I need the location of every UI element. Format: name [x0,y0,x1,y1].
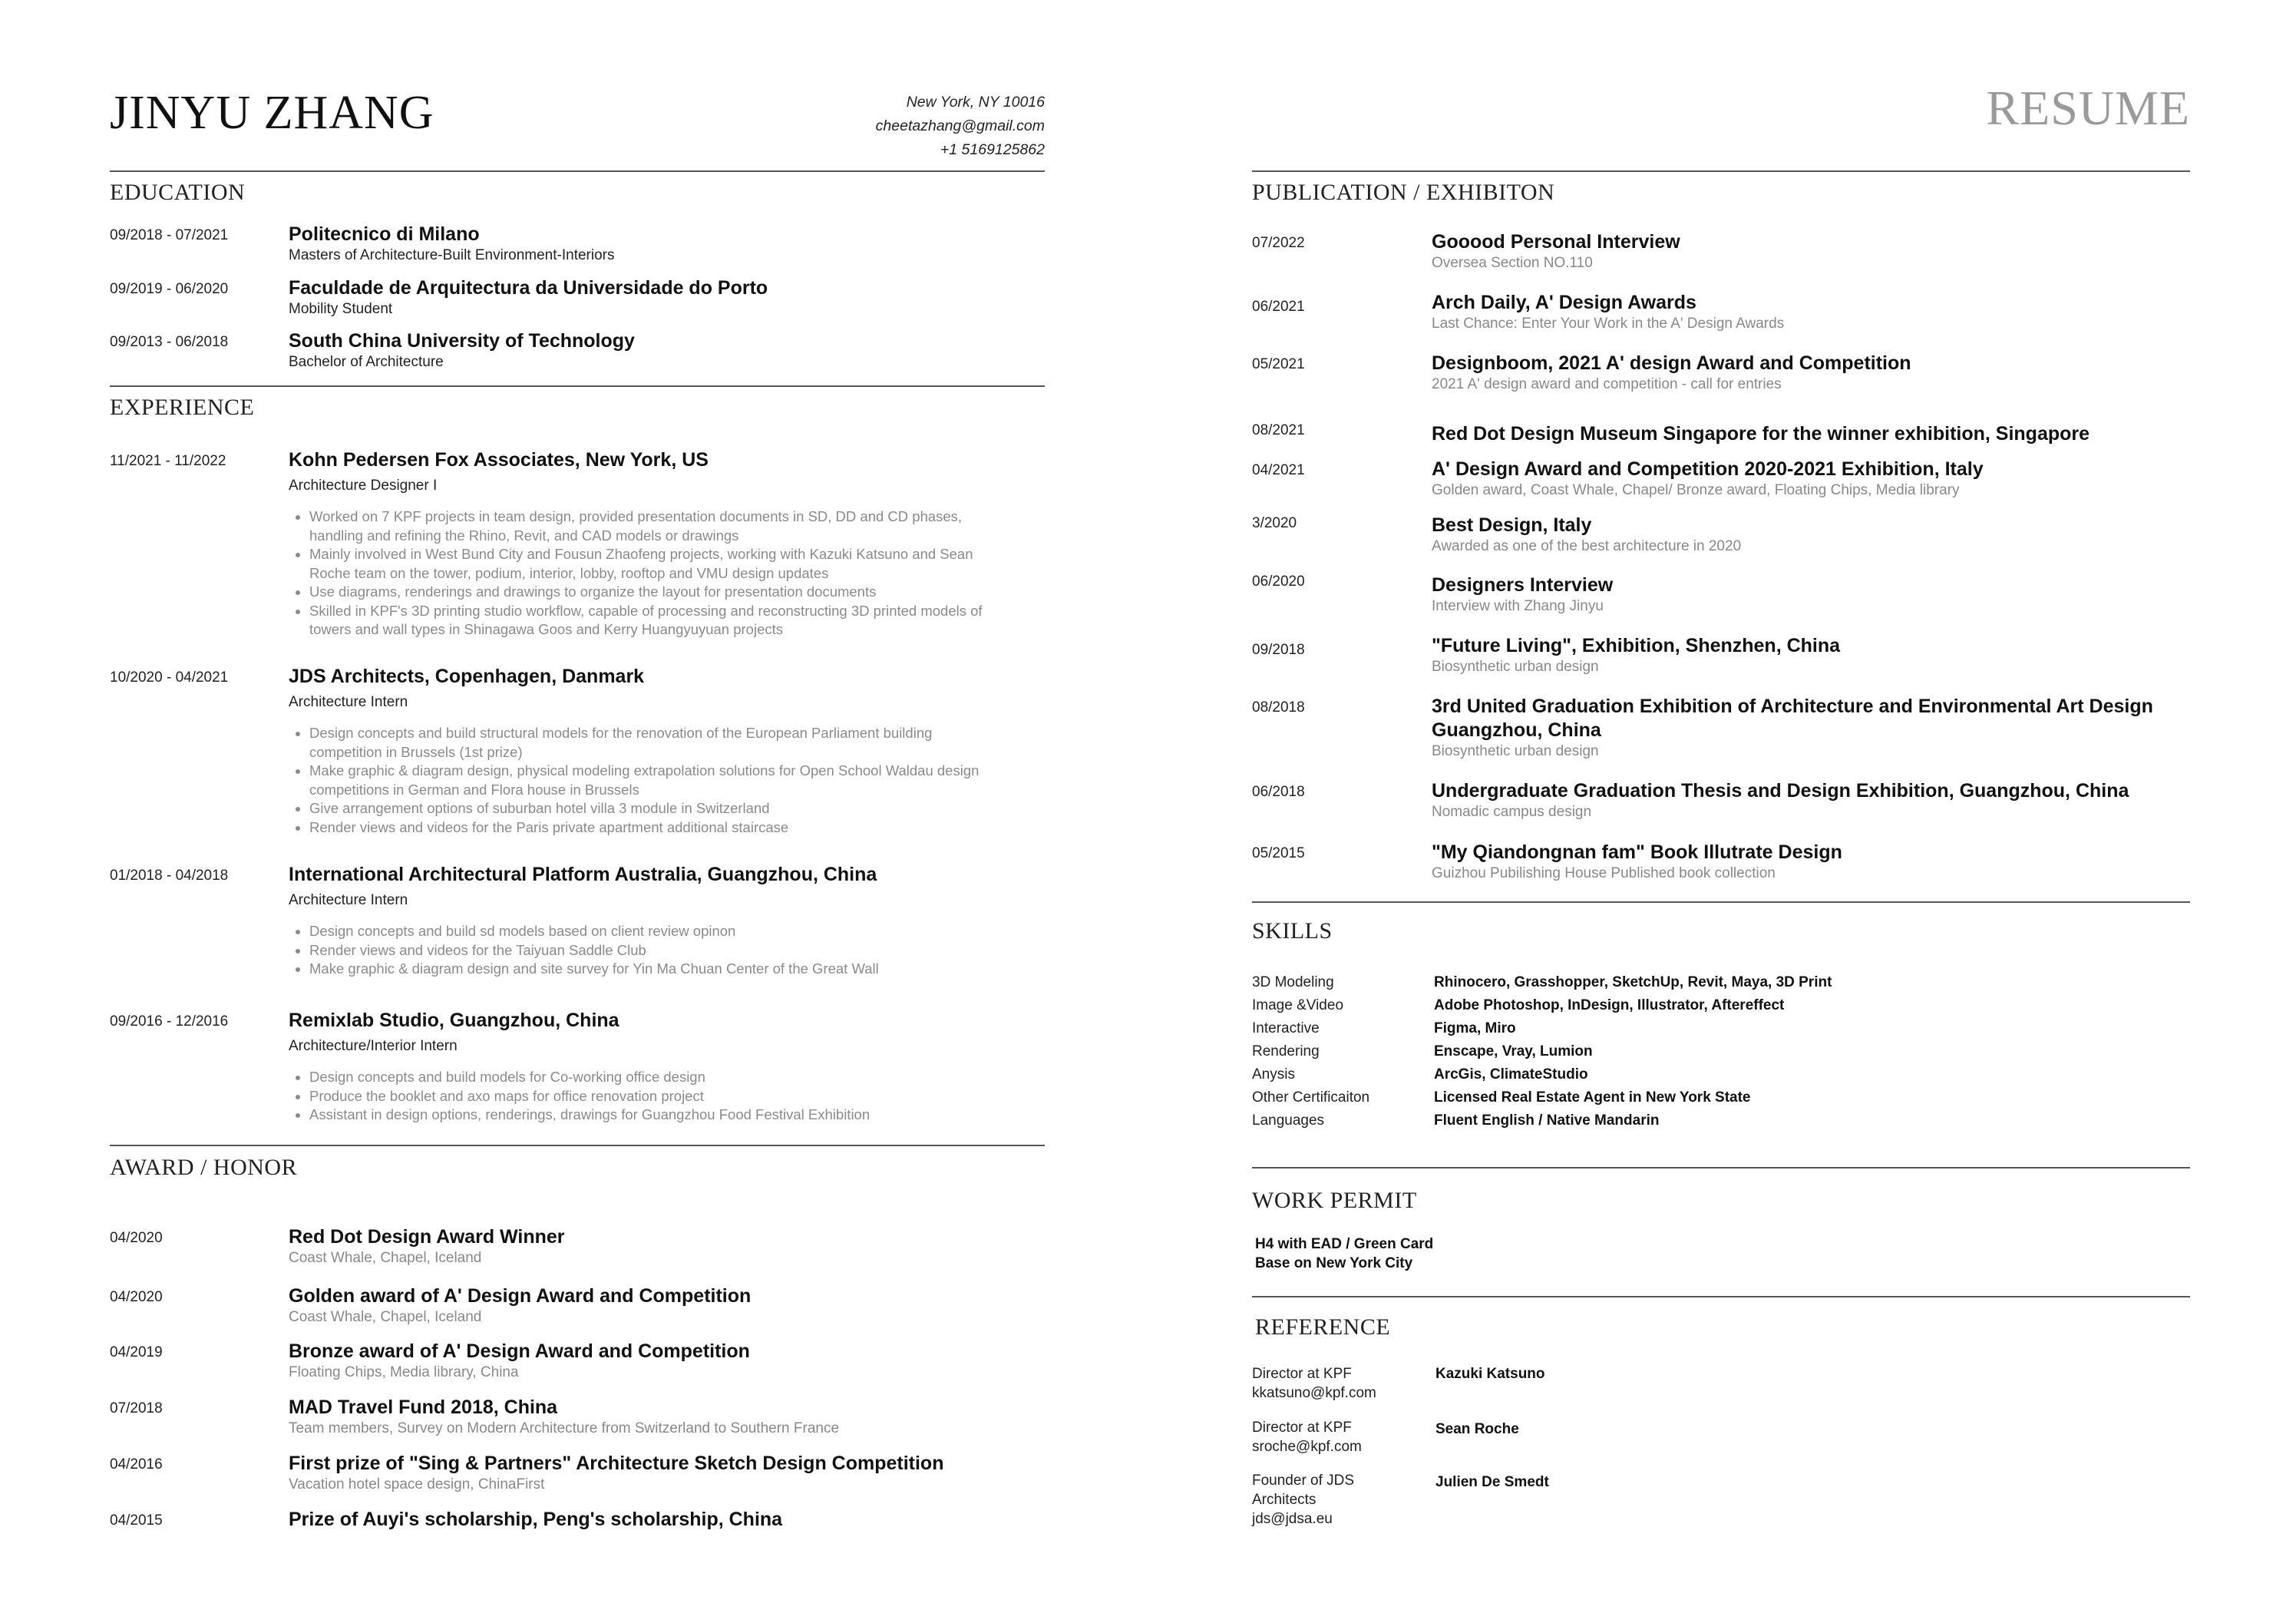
entry-date: 06/2018 [1252,784,1305,800]
entry-date: 04/2020 [110,1289,163,1305]
entry-date: 07/2022 [1252,235,1305,251]
entry-subtitle: Vacation hotel space design, ChinaFirst [289,1476,545,1492]
entry-subtitle: Biosynthetic urban design [1432,743,1599,759]
entry-date: 01/2018 - 04/2018 [110,868,229,884]
entry-date: 09/2016 - 12/2016 [110,1013,229,1030]
bullet-list [289,724,1000,837]
candidate-name: JINYU ZHANG [110,87,434,139]
bullet-item: • Design concepts and build structural models for the renovation of the European Parliament building competition in Brussels (1st prize) [309,724,1000,762]
skill-value: Licensed Real Estate Agent in New York State [1434,1089,1751,1106]
bullet-item: • Render views and videos for the Paris private apartment additional staircase [309,818,1000,838]
entry-subtitle: Bachelor of Architecture [289,354,444,370]
work-permit-status: H4 with EAD / Green Card [1255,1236,1434,1252]
entry-subtitle: Guizhou Pubilishing House Published book collection [1432,865,1776,881]
contact-address: New York, NY 10016 [906,94,1045,111]
entry-title: "Future Living", Exhibition, Shenzhen, China [1432,635,1841,656]
reference-name: Kazuki Katsuno [1435,1366,1545,1382]
section-title-skills: SKILLS [1252,918,1333,944]
contact-info [876,91,1045,162]
entry-title: JDS Architects, Copenhagen, Danmark [289,666,645,687]
entry-subtitle: Last Chance: Enter Your Work in the A' Design Awards [1432,316,1785,332]
entry-title: Red Dot Design Museum Singapore for the winner exhibition, Singapore [1432,423,2090,445]
entry-title: Red Dot Design Award Winner [289,1226,565,1248]
bullet-item: • Make graphic & diagram design, physical modeling extrapolation solutions for Open School Waldau design competitions in German and Flora house in Brussels [309,762,1000,799]
entry-date: 05/2015 [1252,845,1305,861]
entry-title: South China University of Technology [289,330,635,352]
section-title-awards: AWARD / HONOR [110,1155,298,1180]
section-title-reference: REFERENCE [1255,1314,1391,1340]
bullet-item: • Make graphic & diagram design and site survey for Yin Ma Chuan Center of the Great Wall [309,960,1000,979]
bullet-item: • Give arrangement options of suburban hotel villa 3 module in Switzerland [309,799,1000,818]
contact-email: cheetazhang@gmail.com [875,117,1045,134]
entry-title: Designboom, 2021 A' design Award and Competition [1432,352,1911,374]
reference-email: kkatsuno@kpf.com [1252,1385,1376,1401]
bullet-item: • Use diagrams, renderings and drawings to organize the layout for presentation documents [309,583,1000,602]
bullet-item: • Design concepts and build models for Co-working office design [309,1068,1000,1087]
entry-role: Architecture Designer I [289,478,438,494]
bullet-item: • Design concepts and build sd models based on client review opinon [309,922,1000,941]
divider [1252,901,2190,903]
entry-title: Gooood Personal Interview [1432,231,1680,253]
skill-value: Fluent English / Native Mandarin [1434,1112,1660,1129]
skill-value: Adobe Photoshop, InDesign, Illustrator, Aftereffect [1434,997,1785,1013]
skill-category: Other Certificaiton [1252,1089,1370,1106]
divider [1252,170,2190,172]
entry-date: 06/2020 [1252,574,1305,590]
entry-title: Best Design, Italy [1432,514,1592,536]
reference-role: Director at KPF [1252,1420,1352,1436]
bullet-item: • Worked on 7 KPF projects in team design, provided presentation documents in SD, DD and CD phases, handling and refining the Rhino, Revit, and CAD models or drawings [309,507,1000,545]
entry-date: 06/2021 [1252,299,1305,315]
bullet-list [289,1068,1000,1125]
divider [110,385,1045,387]
skill-value: Figma, Miro [1434,1020,1516,1036]
entry-title: Designers Interview [1432,574,1614,596]
bullet-list [289,922,1000,979]
skill-category: Interactive [1252,1020,1320,1036]
entry-date: 09/2018 [1252,642,1305,658]
skill-category: Anysis [1252,1066,1295,1083]
entry-subtitle: Golden award, Coast Whale, Chapel/ Bronze award, Floating Chips, Media library [1432,482,1960,498]
entry-title: "My Qiandongnan fam" Book Illutrate Design [1432,841,1842,863]
entry-subtitle: Nomadic campus design [1432,804,1592,820]
reference-email: sroche@kpf.com [1252,1439,1362,1455]
entry-title: Arch Daily, A' Design Awards [1432,292,1696,313]
entry-date: 09/2018 - 07/2021 [110,227,229,243]
entry-title: A' Design Award and Competition 2020-2021 Exhibition, Italy [1432,458,1984,480]
entry-date: 08/2018 [1252,699,1305,716]
skill-category: Rendering [1252,1043,1320,1059]
entry-subtitle: Biosynthetic urban design [1432,659,1599,675]
entry-date: 08/2021 [1252,422,1305,438]
bullet-item: • Assistant in design options, renderings, drawings for Guangzhou Food Festival Exhibition [309,1106,1000,1125]
section-title-education: EDUCATION [110,180,246,205]
entry-role: Architecture/Interior Intern [289,1038,458,1054]
entry-date: 04/2021 [1252,462,1305,478]
entry-title: First prize of "Sing & Partners" Architecture Sketch Design Competition [289,1453,944,1474]
reference-email: jds@jdsa.eu [1252,1511,1333,1527]
bullet-list [289,507,1000,640]
entry-title: Prize of Auyi's scholarship, Peng's scholarship, China [289,1509,783,1530]
entry-date: 09/2019 - 06/2020 [110,281,229,297]
bullet-item: • Mainly involved in West Bund City and Fousun Zhaofeng projects, working with Kazuki Katsuno and Sean Roche team on the tower, podium, interior, lobby, rooftop and VMU design updates [309,545,1000,583]
entry-date: 04/2016 [110,1456,163,1473]
entry-date: 05/2021 [1252,356,1305,372]
section-title-publication: PUBLICATION / EXHIBITON [1252,180,1555,205]
entry-date: 10/2020 - 04/2021 [110,669,229,686]
entry-subtitle: Team members, Survey on Modern Architecture from Switzerland to Southern France [289,1420,840,1436]
entry-title: Bronze award of A' Design Award and Competition [289,1340,750,1362]
entry-subtitle: Mobility Student [289,301,393,317]
entry-title: Golden award of A' Design Award and Competition [289,1285,752,1307]
divider [1252,1167,2190,1168]
entry-subtitle: Oversea Section NO.110 [1432,255,1593,271]
skill-category: 3D Modeling [1252,974,1334,990]
entry-title: International Architectural Platform Australia, Guangzhou, China [289,864,877,885]
skill-category: Languages [1252,1112,1325,1129]
entry-subtitle: Floating Chips, Media library, China [289,1364,519,1380]
divider [110,1145,1045,1146]
entry-date: 04/2019 [110,1344,163,1360]
entry-role: Architecture Intern [289,892,408,908]
entry-date: 3/2020 [1252,515,1297,531]
reference-name: Julien De Smedt [1435,1474,1549,1490]
resume-title: RESUME [1986,81,2190,135]
work-permit-location: Base on New York City [1255,1255,1413,1271]
entry-subtitle: Coast Whale, Chapel, Iceland [289,1309,482,1325]
skill-value: Enscape, Vray, Lumion [1434,1043,1593,1059]
entry-title: Kohn Pedersen Fox Associates, New York, US [289,449,709,471]
bullet-item: • Render views and videos for the Taiyuan Saddle Club [309,941,1000,960]
entry-title: Faculdade de Arquitectura da Universidade do Porto [289,277,768,299]
work-permit-info [1255,1235,1433,1273]
section-title-experience: EXPERIENCE [110,395,255,420]
entry-date: 11/2021 - 11/2022 [110,453,226,469]
bullet-item: • Produce the booklet and axo maps for office renovation project [309,1087,1000,1106]
bullet-item: • Skilled in KPF's 3D printing studio workflow, capable of processing and reconstructing 3D printed models of towers and wall types in Shinagawa Goos and Kerry Huangyuyuan projects [309,602,1000,640]
entry-subtitle: 2021 A' design award and competition - call for entries [1432,376,1782,392]
entry-title: 3rd United Graduation Exhibition of Architecture and Environmental Art Design Guangzhou, China [1432,696,2153,741]
skill-category: Image &Video [1252,997,1344,1013]
contact-phone: +1 5169125862 [940,141,1045,158]
reference-role: Director at KPF [1252,1366,1352,1382]
section-title-work-permit: WORK PERMIT [1252,1188,1417,1213]
divider [110,170,1045,172]
entry-subtitle: Masters of Architecture-Built Environment-Interiors [289,247,615,263]
entry-role: Architecture Intern [289,694,408,710]
reference-name: Sean Roche [1435,1421,1519,1437]
entry-date: 04/2020 [110,1230,163,1246]
reference-role: Founder of JDS Architects [1252,1473,1355,1508]
entry-title: Remixlab Studio, Guangzhou, China [289,1010,619,1031]
divider [1252,1296,2190,1297]
entry-title: Undergraduate Graduation Thesis and Design Exhibition, Guangzhou, China [1432,780,2129,802]
entry-subtitle: Interview with Zhang Jinyu [1432,598,1604,614]
entry-title: Politecnico di Milano [289,223,480,245]
skill-value: Rhinocero, Grasshopper, SketchUp, Revit, Maya, 3D Print [1434,974,1832,990]
entry-title: MAD Travel Fund 2018, China [289,1397,558,1418]
entry-subtitle: Awarded as one of the best architecture in 2020 [1432,538,1742,554]
entry-date: 04/2015 [110,1512,163,1529]
entry-subtitle: Coast Whale, Chapel, Iceland [289,1250,482,1266]
entry-date: 09/2013 - 06/2018 [110,334,229,350]
entry-date: 07/2018 [110,1400,163,1416]
skill-value: ArcGis, ClimateStudio [1434,1066,1588,1083]
